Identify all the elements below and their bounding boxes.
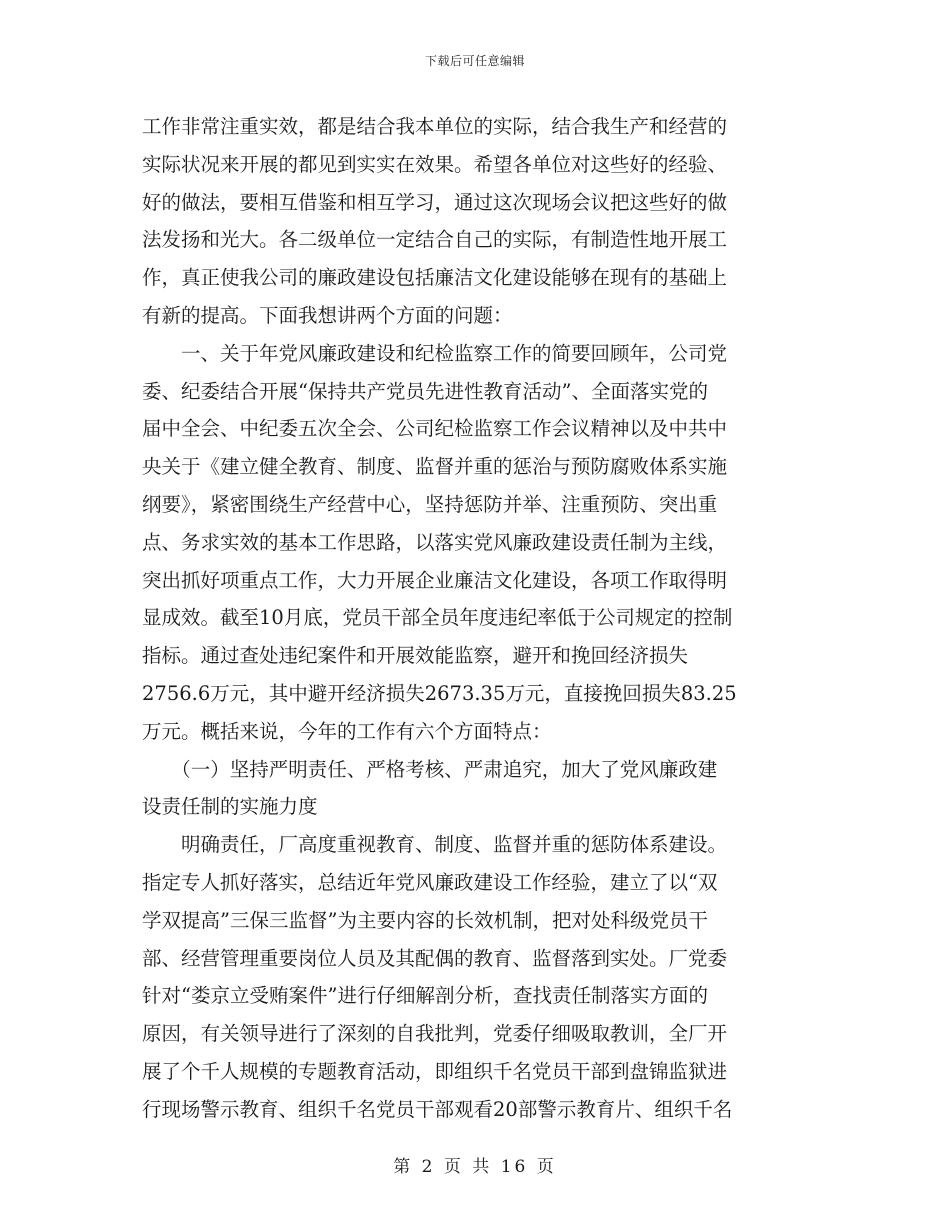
text-line: 2756.6万元，其中避开经济损失2673.35万元，直接挽回损失83.25: [142, 681, 737, 705]
page-header: 下载后可任意编辑: [424, 54, 525, 68]
text-line: 万元。概括来说，今年的工作有六个方面特点：: [142, 719, 552, 743]
text-line: 实际状况来开展的都见到实实在效果。希望各单位对这些好的经验、: [142, 152, 728, 176]
text-line: 作，真正使我公司的廉政建设包括廉洁文化建设能够在现有的基础上: [142, 266, 728, 290]
text-line: 指定专人抓好落实，总结近年党风廉政建设工作经验，建立了以“双: [142, 870, 718, 894]
text-line: 点、务求实效的基本工作思路，以落实党风廉政建设责任制为主线，: [142, 530, 728, 554]
text-line: 工作非常注重实效，都是结合我本单位的实际，结合我生产和经营的: [142, 115, 728, 138]
text-line: 学双提高”三保三监督”为主要内容的长效机制，把对处科级党员干: [142, 908, 708, 932]
text-line: 纲要》，紧密围绕生产经营中心，坚持惩防并举、注重预防、突出重: [142, 492, 718, 516]
text-line: 显成效。截至10月底，党员干部全员年度违纪率低于公司规定的控制: [142, 606, 733, 630]
text-line: 央关于《建立健全教育、制度、监督并重的惩治与预防腐败体系实施: [142, 455, 728, 479]
document-body: [142, 108, 802, 1129]
text-line: 届中全会、中纪委五次全会、公司纪检监察工作会议精神以及中共中: [142, 417, 728, 441]
text-line: 展了个千人规模的专题教育活动，即组织千名党员干部到盘锦监狱进: [142, 1059, 728, 1083]
text-line: 行现场警示教育、组织千名党员干部观看20部警示教育片、组织千名: [142, 1097, 733, 1121]
text-line: 设责任制的实施力度: [142, 795, 318, 819]
text-line: 针对“娄京立受贿案件”进行仔细解剖分析，查找责任制落实方面的: [142, 984, 708, 1008]
text-line: 部、经营管理重要岗位人员及其配偶的教育、监督落到实处。厂党委: [142, 946, 728, 970]
text-line: 一、关于年党风廉政建设和纪检监察工作的简要回顾年，公司党: [142, 341, 728, 365]
text-line: 原因，有关领导进行了深刻的自我批判，党委仔细吸取教训，全厂开: [142, 1022, 728, 1046]
text-line: 委、纪委结合开展“保持共产党员先进性教育活动”、全面落实党的: [142, 379, 708, 403]
text-line: （一）坚持严明责任、严格考核、严肃追究，加大了党风廉政建: [142, 757, 718, 781]
text-line: 法发扬和光大。各二级单位一定结合自己的实际，有制造性地开展工: [142, 228, 728, 252]
text-line: 好的做法，要相互借鉴和相互学习，通过这次现场会议把这些好的做: [142, 190, 728, 214]
text-line: 指标。通过查处违纪案件和开展效能监察，避开和挽回经济损失: [142, 644, 689, 668]
text-line: 明确责任，厂高度重视教育、制度、监督并重的惩防体系建设。: [142, 833, 728, 857]
page-footer: 第 2 页 共 16 页: [393, 1157, 557, 1177]
text-line: 突出抓好项重点工作，大力开展企业廉洁文化建设，各项工作取得明: [142, 568, 728, 592]
text-line: 有新的提高。下面我想讲两个方面的问题：: [142, 303, 513, 327]
